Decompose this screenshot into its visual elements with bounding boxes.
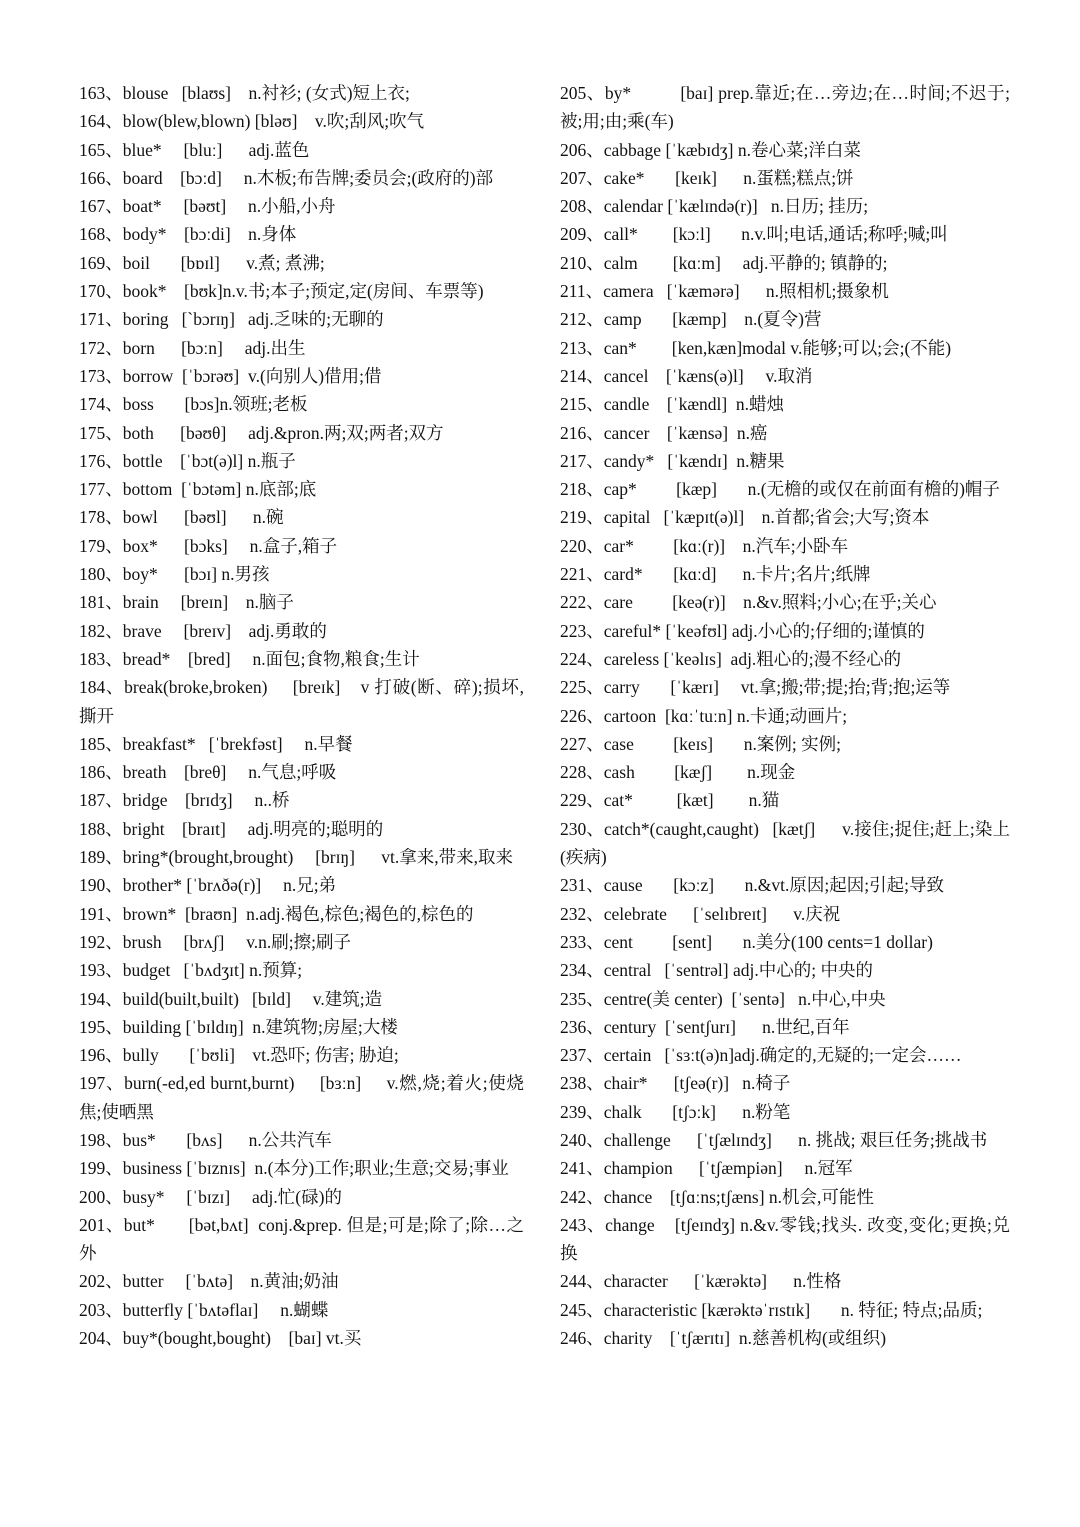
vocab-entry: 171、boring [ˋbɔrɪŋ] adj.乏味的;无聊的 [79, 309, 384, 330]
vocab-entry: 235、centre(美 center) [ˈsentə] n.中心,中央 [560, 988, 886, 1009]
vocab-entry: 223、careful* [ˈkeəfʊl] adj.小心的;仔细的;谨慎的 [560, 620, 925, 641]
vocab-entry: 244、character [ˈkærəktə] n.性格 [560, 1271, 842, 1292]
vocab-entry: 201、but* [bət,bʌt] conj.&prep. 但是;可是;除了;除…之外 [79, 1214, 524, 1264]
vocab-entry: 231、cause [kɔːz] n.&vt.原因;起因;引起;导致 [560, 875, 944, 896]
vocab-entry: 230、catch*(caught,caught) [kætʃ] v.接住;捉住;赶上;染上(疾病) [560, 818, 1010, 868]
vocab-entry: 165、blue* [bluː] adj.蓝色 [79, 139, 310, 160]
vocab-entry: 166、board [bɔːd] n.木板;布告牌;委员会;(政府的)部 [79, 167, 494, 188]
vocab-entry: 191、brown* [braʊn] n.adj.褐色,棕色;褐色的,棕色的 [79, 903, 474, 924]
vocab-entry: 212、camp [kæmp] n.(夏令)营 [560, 309, 822, 330]
vocab-entry: 181、brain [breɪn] n.脑子 [79, 592, 294, 613]
vocab-entry: 196、bully [ˈbʊli] vt.恐吓; 伤害; 胁迫; [79, 1045, 399, 1066]
vocab-entry: 209、call* [kɔːl] n.v.叫;电话,通话;称呼;喊;叫 [560, 224, 948, 245]
vocab-entry: 224、careless [ˈkeəlɪs] adj.粗心的;漫不经心的 [560, 648, 902, 669]
vocab-entry: 214、cancel [ˈkæns(ə)l] v.取消 [560, 365, 813, 386]
vocab-entry: 189、bring*(brought,brought) [brɪŋ] vt.拿来,带来,取来 [79, 847, 513, 868]
vocab-entry: 178、bowl [bəʊl] n.碗 [79, 507, 284, 528]
vocab-entry: 187、bridge [brɪdʒ] n..桥 [79, 790, 290, 811]
vocab-entry: 229、cat* [kæt] n.猫 [560, 790, 780, 811]
vocab-entry: 211、camera [ˈkæmərə] n.照相机;摄象机 [560, 281, 889, 302]
vocab-entry: 188、bright [braɪt] adj.明亮的;聪明的 [79, 818, 384, 839]
vocab-entry: 222、care [keə(r)] n.&v.照料;小心;在乎;关心 [560, 592, 937, 613]
vocab-entry: 240、challenge [ˈtʃælɪndʒ] n. 挑战; 艰巨任务;挑战书 [560, 1129, 988, 1150]
vocab-entry: 174、boss [bɔs]n.领班;老板 [79, 394, 308, 415]
vocab-entry: 183、bread* [bred] n.面包;食物,粮食;生计 [79, 648, 420, 669]
vocab-entry: 232、celebrate [ˈselɪbreɪt] v.庆祝 [560, 903, 841, 924]
vocab-entry: 173、borrow [ˈbɔrəʊ] v.(向别人)借用;借 [79, 365, 382, 386]
vocab-entry: 233、cent [sent] n.美分(100 cents=1 dollar) [560, 931, 933, 952]
vocab-entry: 241、champion [ˈtʃæmpiən] n.冠军 [560, 1158, 853, 1179]
vocab-entry: 206、cabbage [ˈkæbɪdʒ] n.卷心菜;洋白菜 [560, 139, 861, 160]
vocab-entry: 208、calendar [ˈkælɪndə(r)] n.日历; 挂历; [560, 196, 869, 217]
vocab-entry: 169、boil [bɒɪl] v.煮; 煮沸; [79, 252, 325, 273]
vocab-entry: 186、breath [breθ] n.气息;呼吸 [79, 762, 337, 783]
vocab-entry: 217、candy* [ˈkændɪ] n.糖果 [560, 450, 785, 471]
vocab-entry: 234、central [ˈsentrəl] adj.中心的; 中央的 [560, 960, 873, 981]
vocab-entry: 245、characteristic [kærəktəˈrɪstɪk] n. 特征; 特点;品质; [560, 1299, 983, 1320]
vocab-entry: 182、brave [breɪv] adj.勇敢的 [79, 620, 327, 641]
vocab-entry: 246、charity [ˈtʃærɪtɪ] n.慈善机构(或组织) [560, 1328, 887, 1349]
vocab-entry: 172、born [bɔːn] adj.出生 [79, 337, 306, 358]
vocab-entry: 218、cap* [kæp] n.(无檐的或仅在前面有檐的)帽子 [560, 479, 1000, 500]
vocab-entry: 221、card* [kɑːd] n.卡片;名片;纸牌 [560, 564, 871, 585]
vocab-entry: 226、cartoon [kɑːˈtuːn] n.卡通;动画片; [560, 705, 848, 726]
vocab-entry: 200、busy* [ˈbɪzɪ] adj.忙(碌)的 [79, 1186, 342, 1207]
vocab-entry: 198、bus* [bʌs] n.公共汽车 [79, 1129, 332, 1150]
vocab-entry: 239、chalk [tʃɔːk] n.粉笔 [560, 1101, 791, 1122]
vocab-entry: 185、breakfast* [ˈbrekfəst] n.早餐 [79, 733, 353, 754]
vocab-entry: 243、change [tʃeɪndʒ] n.&v.零钱;找头. 改变,变化;更换;兑换 [560, 1214, 1010, 1264]
vocab-column-left [79, 79, 524, 1352]
vocab-entry: 213、can* [ken,kæn]modal v.能够;可以;会;(不能) [560, 337, 952, 358]
vocab-entry: 163、blouse [blaʊs] n.衬衫; (女式)短上衣; [79, 83, 410, 103]
vocab-entry: 184、break(broke,broken) [breɪk] v 打破(断、碎);损坏,撕开 [79, 677, 524, 726]
vocab-entry: 220、car* [kɑː(r)] n.汽车;小卧车 [560, 535, 849, 556]
vocab-entry: 237、certain [ˈsɜːt(ə)n]adj.确定的,无疑的;一定会…… [560, 1045, 962, 1066]
vocab-entry: 216、cancer [ˈkænsə] n.癌 [560, 422, 768, 443]
vocab-entry: 204、buy*(bought,bought) [baɪ] vt.买 [79, 1328, 362, 1349]
vocab-entry: 205、by* [baɪ] prep.靠近;在…旁边;在…时间;不迟于;被;用;由;乘(车) [560, 83, 1010, 132]
vocab-entry: 207、cake* [keɪk] n.蛋糕;糕点;饼 [560, 167, 854, 188]
vocab-entry: 210、calm [kɑːm] adj.平静的; 镇静的; [560, 252, 888, 273]
vocab-entry: 202、butter [ˈbʌtə] n.黄油;奶油 [79, 1271, 339, 1292]
vocab-entry: 175、both [bəʊθ] adj.&pron.两;双;两者;双方 [79, 422, 444, 443]
vocab-entry: 195、building [ˈbɪldɪŋ] n.建筑物;房屋;大楼 [79, 1016, 398, 1037]
vocab-entry: 168、body* [bɔːdi] n.身体 [79, 224, 297, 245]
vocab-entry: 197、burn(-ed,ed burnt,burnt) [bɜːn] v.燃,烧;着火;使烧焦;使晒黑 [79, 1073, 524, 1122]
vocab-entry: 179、box* [bɔks] n.盒子,箱子 [79, 535, 338, 556]
vocab-entry: 167、boat* [bəʊt] n.小船,小舟 [79, 196, 336, 217]
vocab-column-right [560, 79, 1010, 1352]
vocab-entry: 236、century [ˈsentʃurɪ] n.世纪,百年 [560, 1016, 850, 1037]
vocab-entry: 176、bottle [ˈbɔt(ə)l] n.瓶子 [79, 450, 296, 471]
vocab-entry: 194、build(built,built) [bɪld] v.建筑;造 [79, 988, 383, 1009]
vocab-entry: 164、blow(blew,blown) [bləʊ] v.吹;刮风;吹气 [79, 111, 425, 132]
vocab-entry: 228、cash [kæʃ] n.现金 [560, 762, 796, 783]
vocab-entry: 203、butterfly [ˈbʌtəflaɪ] n.蝴蝶 [79, 1299, 329, 1320]
vocab-entry: 170、book* [bʊk]n.v.书;本子;预定,定(房间、车票等) [79, 281, 484, 302]
vocab-entry: 180、boy* [bɔɪ] n.男孩 [79, 564, 270, 585]
vocab-entry: 192、brush [brʌʃ] v.n.刷;擦;刷子 [79, 931, 352, 952]
vocab-entry: 177、bottom [ˈbɔtəm] n.底部;底 [79, 479, 317, 500]
vocab-entry: 227、case [keɪs] n.案例; 实例; [560, 733, 841, 754]
vocab-entry: 199、business [ˈbɪznɪs] n.(本分)工作;职业;生意;交易;事业 [79, 1158, 509, 1179]
vocab-entry: 193、budget [ˈbʌdʒɪt] n.预算; [79, 960, 303, 981]
vocab-entry: 215、candle [ˈkændl] n.蜡烛 [560, 394, 785, 415]
vocab-entry: 242、chance [tʃɑːns;tʃæns] n.机会,可能性 [560, 1186, 874, 1207]
vocab-entry: 190、brother* [ˈbrʌðə(r)] n.兄;弟 [79, 875, 337, 896]
vocab-entry: 238、chair* [tʃeə(r)] n.椅子 [560, 1073, 791, 1094]
vocab-entry: 225、carry [ˈkærɪ] vt.拿;搬;带;提;抬;背;抱;运等 [560, 677, 951, 698]
vocab-entry: 219、capital [ˈkæpɪt(ə)l] n.首都;省会;大写;资本 [560, 507, 930, 528]
